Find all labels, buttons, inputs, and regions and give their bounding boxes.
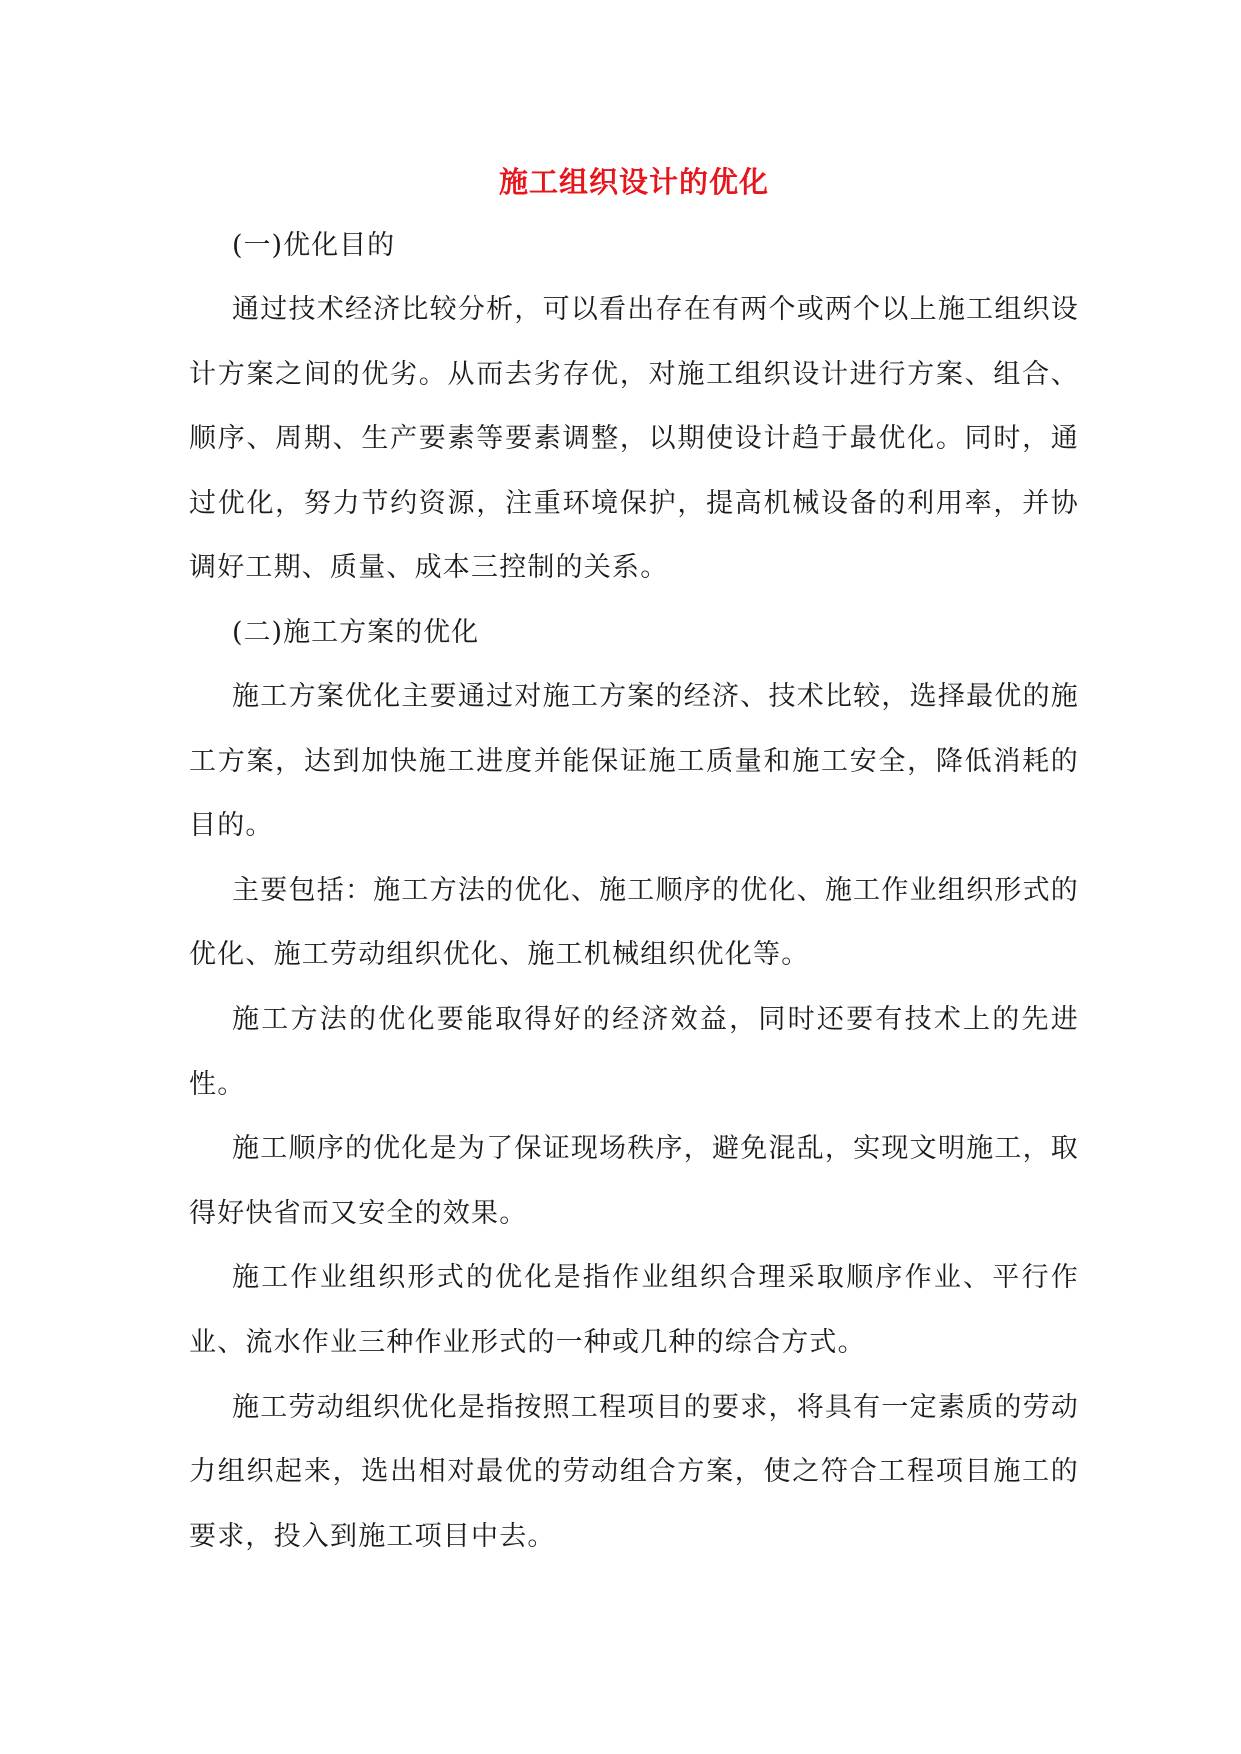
section-heading-plan-optimization: (二)施工方案的优化 [232,616,480,648]
document-body [189,150,1079,1569]
paragraph-work-organization: 施工作业组织形式的优化是指作业组织合理采取顺序作业、平行作业、流水作业三种作业形式的一种或几种的综合方式。 [189,1262,1079,1358]
document-title: 施工组织设计的优化 [498,165,769,199]
paragraph-purpose: 通过技术经济比较分析，可以看出存在有两个或两个以上施工组织设计方案之间的优劣。从而去劣存优，对施工组织设计进行方案、组合、顺序、周期、生产要素等要素调整，以期使设计趋于最优化。同时，通过优化，努力节约资源，注重环境保护，提高机械设备的利用率，并协调好工期、质量、成本三控制的关系。 [189,294,1079,584]
section-heading-purpose: (一)优化目的 [232,230,396,261]
paragraph-labor-organization: 施工劳动组织优化是指按照工程项目的要求，将具有一定素质的劳动力组织起来，选出相对最优的劳动组合方案，使之符合工程项目施工的要求，投入到施工项目中去。 [189,1391,1079,1552]
paragraph-sequence-optimization: 施工顺序的优化是为了保证现场秩序，避免混乱，实现文明施工，取得好快省而又安全的效果。 [189,1133,1079,1229]
paragraph-plan-intro: 施工方案优化主要通过对施工方案的经济、技术比较，选择最优的施工方案，达到加快施工进度并能保证施工质量和施工安全，降低消耗的目的。 [189,680,1079,842]
paragraph-method-optimization: 施工方法的优化要能取得好的经济效益，同时还要有技术上的先进性。 [189,1003,1079,1100]
paragraph-main-contents: 主要包括：施工方法的优化、施工顺序的优化、施工作业组织形式的优化、施工劳动组织优化、施工机械组织优化等。 [189,874,1079,971]
